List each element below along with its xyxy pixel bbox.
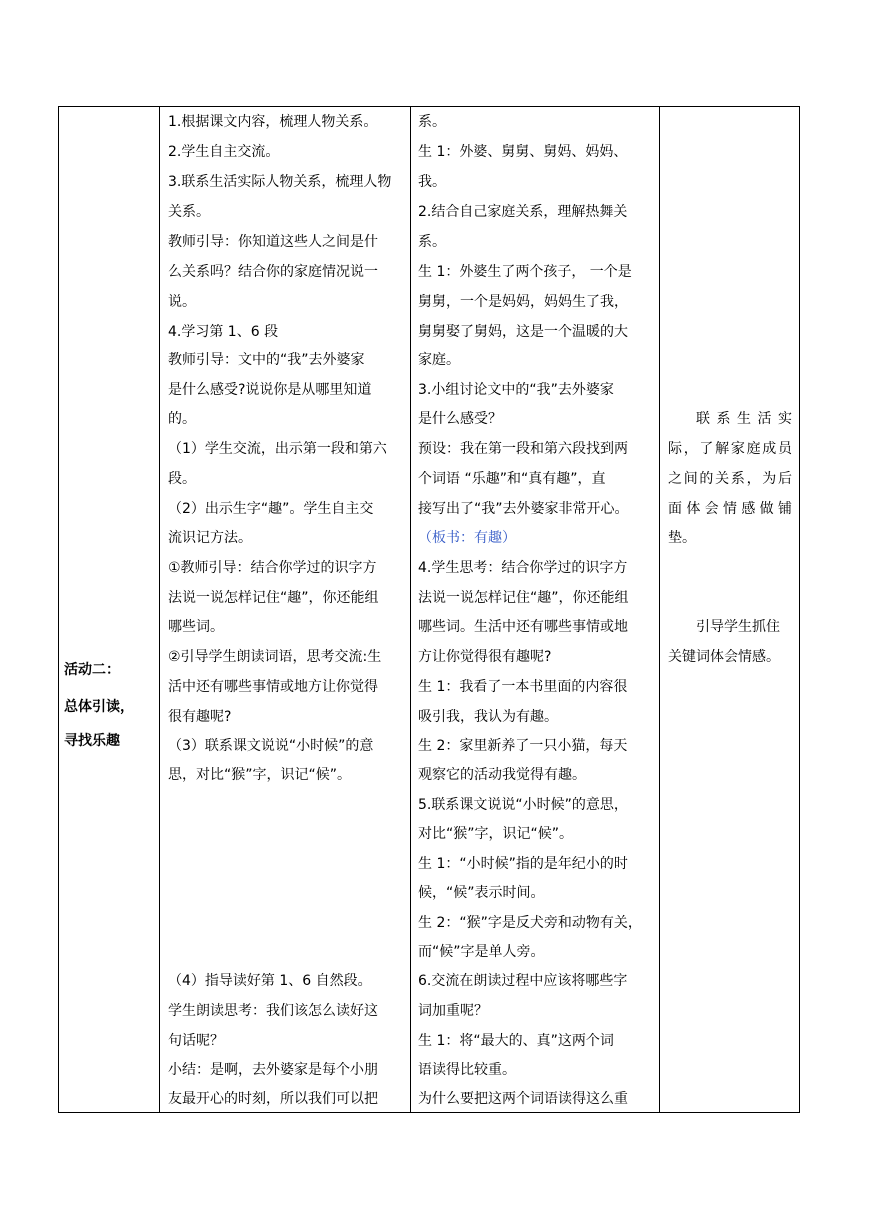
teacher-line: 活中还有哪些事情或地方让你觉得 bbox=[168, 679, 378, 695]
student-line: 系。 bbox=[418, 234, 446, 250]
student-activity-cell bbox=[411, 107, 659, 1112]
student-line: 对比“猴”字，识记“候”。 bbox=[418, 826, 574, 842]
teacher-line: 段。 bbox=[168, 471, 196, 487]
student-line: 家庭。 bbox=[418, 352, 460, 368]
activity-title-line-1: 活动二： bbox=[64, 662, 120, 678]
student-line: 生 2：“猴”字是反犬旁和动物有关， bbox=[418, 915, 642, 931]
teacher-line: 4.学习第 1、6 段 bbox=[168, 324, 279, 340]
teacher-line: （2）出示生字“趣”。学生自主交 bbox=[168, 501, 374, 517]
teacher-line: 思，对比“猴”字，识记“候”。 bbox=[168, 767, 352, 783]
intent-line: 引导学生抓住 bbox=[696, 619, 780, 635]
teacher-line: 法说一说怎样记住“趣”，你还能组 bbox=[168, 590, 379, 606]
teacher-line: （1）学生交流，出示第一段和第六 bbox=[168, 441, 387, 457]
student-line: 方让你觉得很有趣呢? bbox=[418, 649, 552, 665]
student-line: 法说一说怎样记住“趣”，你还能组 bbox=[418, 590, 629, 606]
activity-title-line-2: 总体引读， bbox=[64, 699, 134, 715]
teacher-line: 1.根据课文内容，梳理人物关系。 bbox=[168, 114, 378, 130]
student-line: 4.学生思考：结合你学过的识字方 bbox=[418, 560, 628, 576]
teacher-line: 说。 bbox=[168, 294, 196, 310]
activity-title-line-3: 寻找乐趣 bbox=[64, 733, 120, 749]
student-line: 接写出了“我”去外婆家非常开心。 bbox=[418, 501, 629, 517]
teacher-line: 教师引导：你知道这些人之间是什 bbox=[168, 234, 378, 250]
lesson-plan-table bbox=[58, 106, 800, 1113]
student-line: 为什么要把这两个词语读得这么重 bbox=[418, 1091, 628, 1107]
teacher-line: 学生朗读思考：我们该怎么读好这 bbox=[168, 1003, 378, 1019]
teacher-line: 2.学生自主交流。 bbox=[168, 144, 280, 160]
student-line: 舅舅，一个是妈妈，妈妈生了我， bbox=[418, 294, 628, 310]
teacher-line: 是什么感受?说说你是从哪里知道 bbox=[168, 382, 372, 398]
teacher-line: 3.联系生活实际人物关系，梳理人物 bbox=[168, 174, 392, 190]
board-note: （板书：有趣） bbox=[418, 530, 516, 546]
teacher-line: ①教师引导：结合你学过的识字方 bbox=[168, 560, 377, 576]
intent-line: 关键词体会情感。 bbox=[668, 649, 780, 665]
teacher-activity-cell bbox=[160, 107, 410, 1112]
teacher-line: 的。 bbox=[168, 411, 196, 427]
intent-line: 联系生活实 bbox=[696, 411, 792, 427]
teacher-line: （3）联系课文说说“小时候”的意 bbox=[168, 738, 374, 754]
intent-line: 之间的关系，为后 bbox=[668, 471, 792, 487]
student-line: 3.小组讨论文中的“我”去外婆家 bbox=[418, 382, 614, 398]
student-line: 生 1：我看了一本书里面的内容很 bbox=[418, 679, 628, 695]
teacher-line: 句话呢？ bbox=[168, 1033, 224, 1049]
teacher-line: 小结：是啊，去外婆家是每个小朋 bbox=[168, 1062, 378, 1078]
student-line: 生 1：外婆、舅舅、舅妈、妈妈、 bbox=[418, 144, 628, 160]
student-line: 预设：我在第一段和第六段找到两 bbox=[418, 441, 628, 457]
student-line: 2.结合自己家庭关系，理解热舞关 bbox=[418, 204, 628, 220]
student-line: 系。 bbox=[418, 114, 446, 130]
activity-cell bbox=[59, 107, 159, 1112]
teacher-line: 教师引导：文中的“我”去外婆家 bbox=[168, 352, 365, 368]
student-line: 6.交流在朗读过程中应该将哪些字 bbox=[418, 973, 628, 989]
design-intent-cell bbox=[660, 107, 800, 1112]
student-line: 舅舅娶了舅妈，这是一个温暖的大 bbox=[418, 324, 628, 340]
teacher-line: 么关系吗？结合你的家庭情况说一 bbox=[168, 264, 378, 280]
student-line: 生 1：外婆生了两个孩子， 一个是 bbox=[418, 264, 632, 280]
intent-line: 垫。 bbox=[668, 530, 696, 546]
student-line: 候，“候”表示时间。 bbox=[418, 885, 545, 901]
teacher-line: （4）指导读好第 1、6 自然段。 bbox=[168, 973, 372, 989]
student-line: 生 1：将“最大的、真”这两个词 bbox=[418, 1033, 614, 1049]
student-line: 哪些词。生活中还有哪些事情或地 bbox=[418, 619, 628, 635]
student-line: 吸引我，我认为有趣。 bbox=[418, 709, 558, 725]
student-line: 生 1：“小时候”指的是年纪小的时 bbox=[418, 856, 628, 872]
student-line: 观察它的活动我觉得有趣。 bbox=[418, 767, 586, 783]
teacher-line: 流识记方法。 bbox=[168, 530, 252, 546]
teacher-line: ②引导学生朗读词语，思考交流:生 bbox=[168, 649, 382, 665]
intent-line: 面体会情感做铺 bbox=[668, 501, 792, 517]
teacher-line: 哪些词。 bbox=[168, 619, 224, 635]
student-line: 词加重呢？ bbox=[418, 1003, 488, 1019]
student-line: 5.联系课文说说“小时候”的意思， bbox=[418, 797, 628, 813]
teacher-line: 关系。 bbox=[168, 204, 210, 220]
teacher-line: 很有趣呢? bbox=[168, 709, 232, 725]
intent-line: 际，了解家庭成员 bbox=[668, 441, 792, 457]
teacher-line: 友最开心的时刻，所以我们可以把 bbox=[168, 1091, 378, 1107]
student-line: 语读得比较重。 bbox=[418, 1062, 516, 1078]
student-line: 是什么感受？ bbox=[418, 411, 502, 427]
student-line: 我。 bbox=[418, 174, 446, 190]
student-line: 个词语 “乐趣”和“真有趣”，直 bbox=[418, 471, 606, 487]
student-line: 而“候”字是单人旁。 bbox=[418, 944, 545, 960]
student-line: 生 2：家里新养了一只小猫，每天 bbox=[418, 738, 628, 754]
